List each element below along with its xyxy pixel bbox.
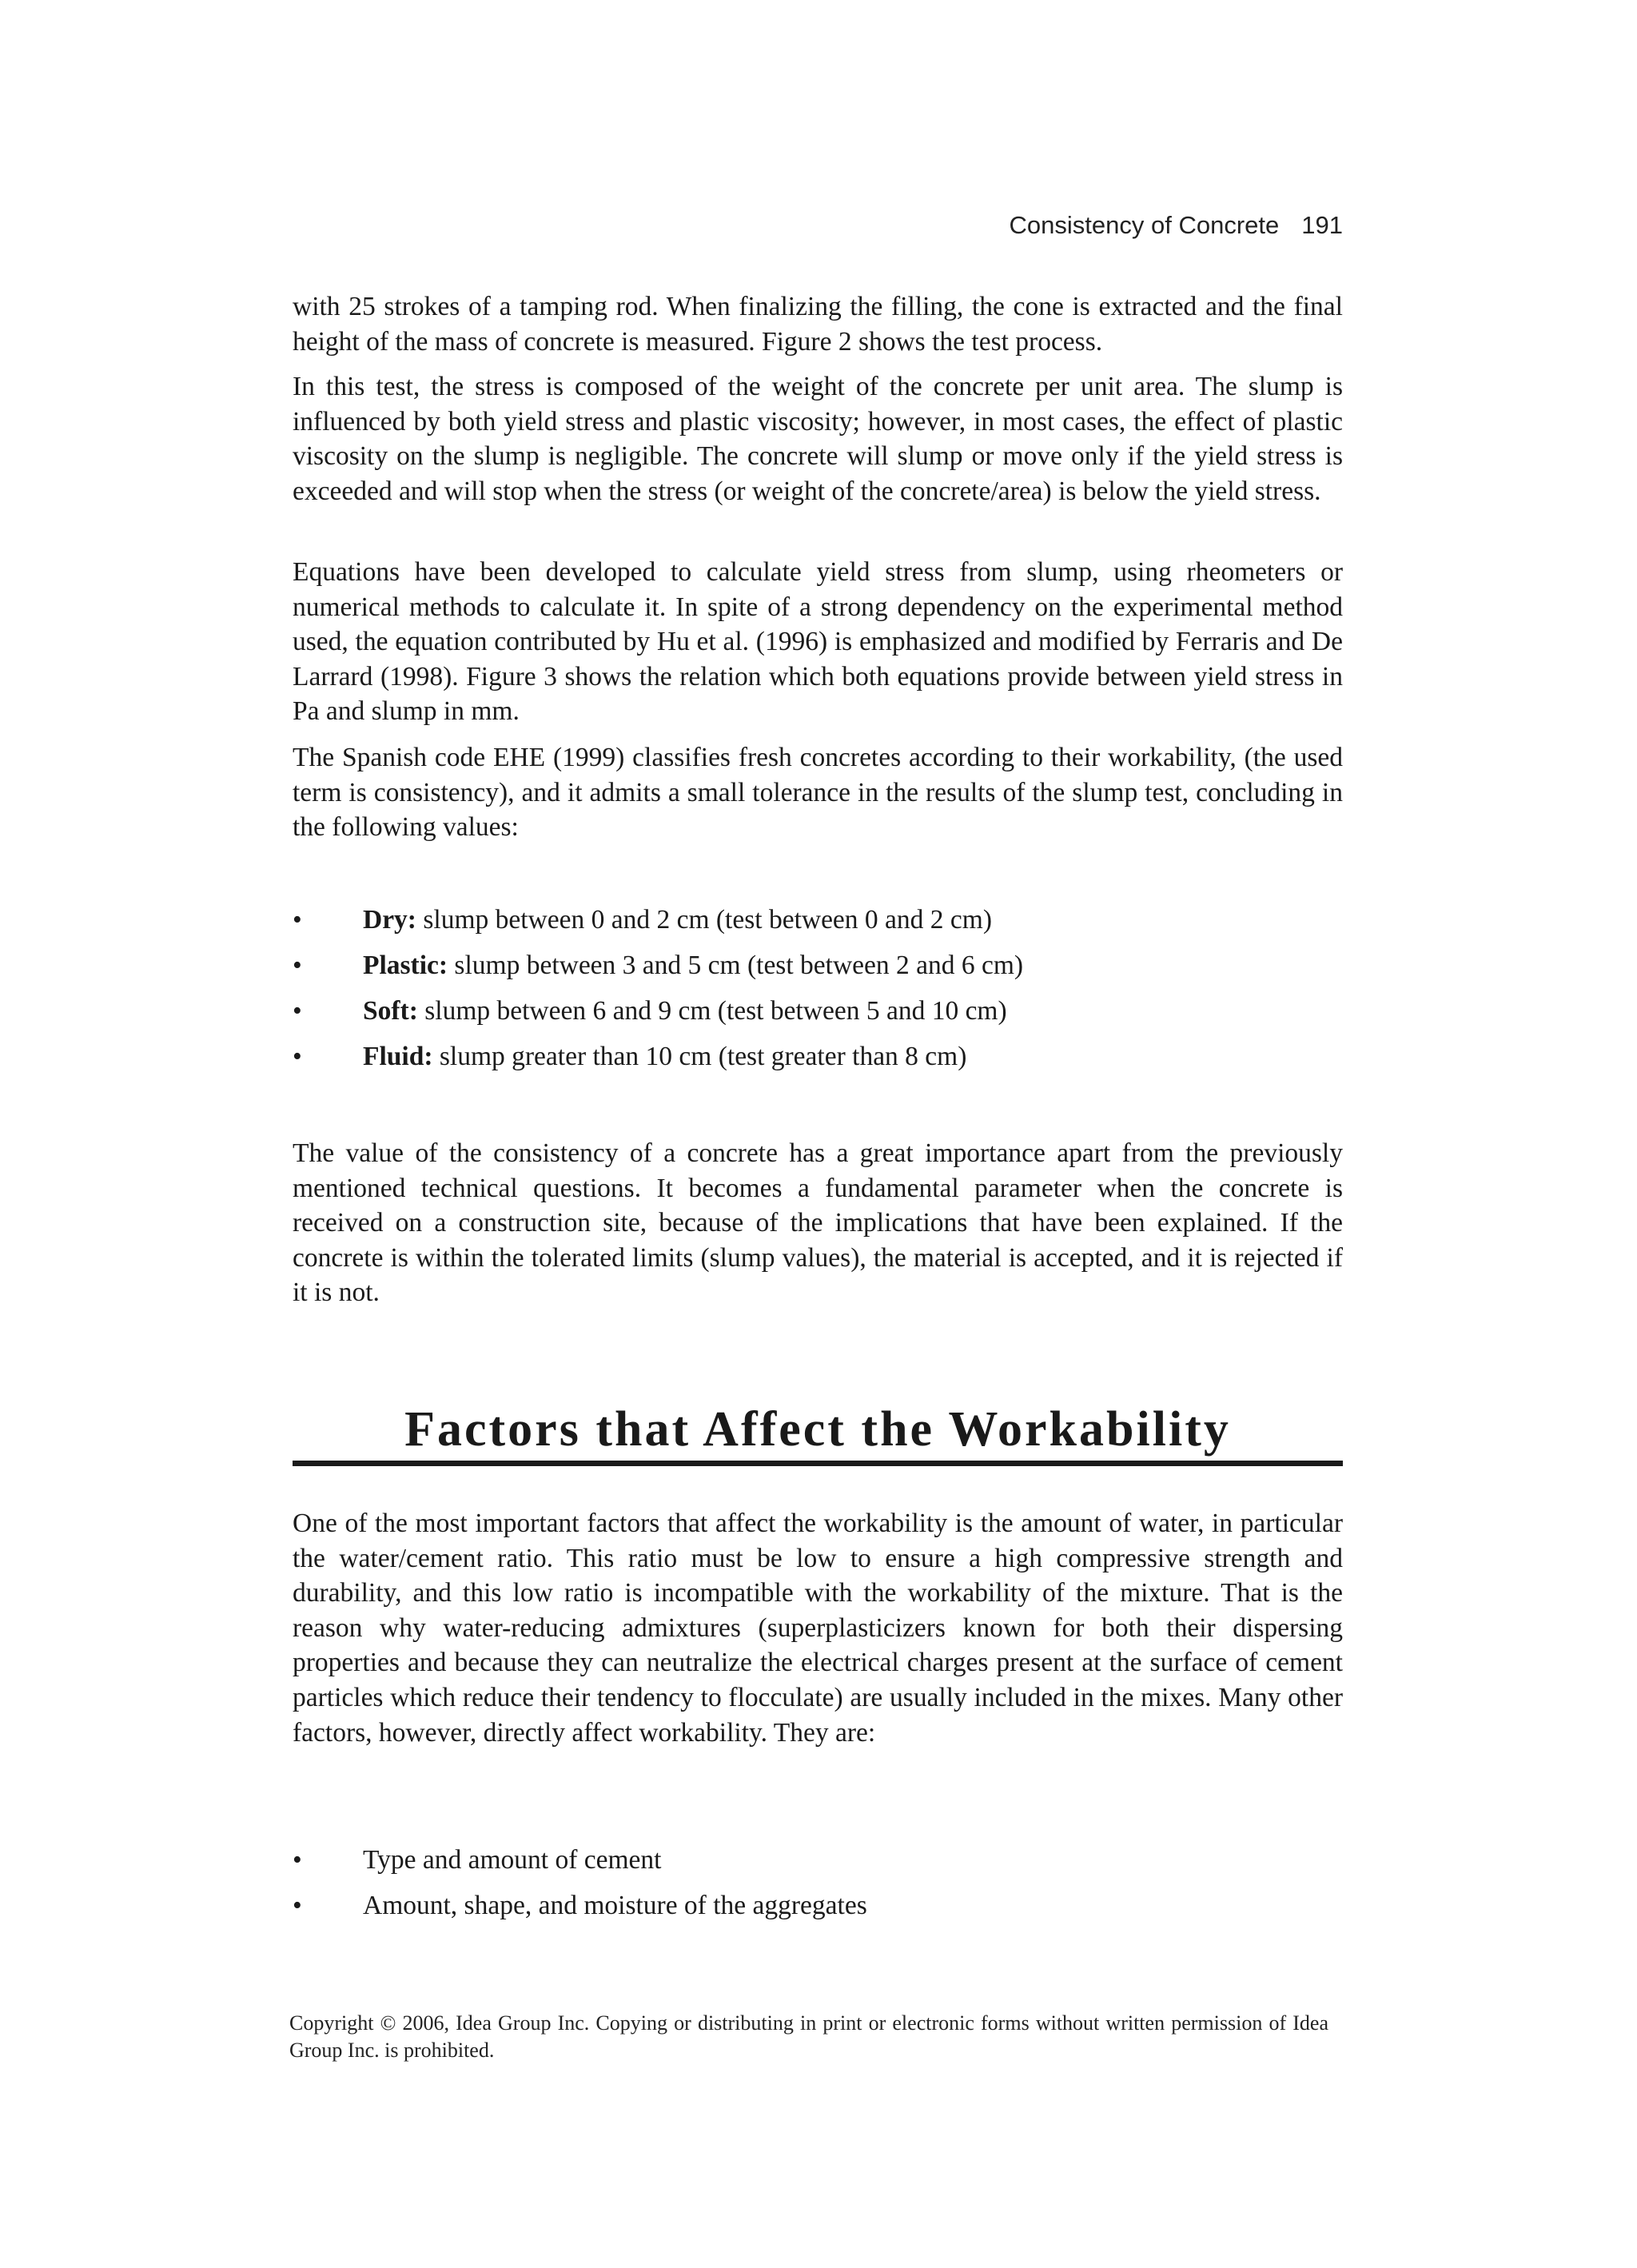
- paragraph-text: One of the most important factors that affect the workability is the amount of water, in particular the water/cement ratio. This ratio must be low to ensure a high compressive strength and durability, and this low ratio is incompatible with the workability of the mixture. That is the reason why water-reducing admixtures (superplasticizers known for both their dispersing properties and because they can neutralize the electrical charges present at the surface of cement particles which reduce their tendency to flocculate) are usually included in the mixes. Many other factors, however, directly affect workability. They are:: [293, 1509, 1343, 1748]
- running-header: [293, 209, 1343, 241]
- consistency-classes-list: [293, 903, 1343, 1085]
- paragraph-text: In this test, the stress is composed of the weight of the concrete per unit area. The slump is influenced by both yield stress and plastic viscosity; however, in most cases, the effect of plastic viscosity on the slump is negligible. The concrete will slump or move only if the yield stress is exceeded and will stop when the stress (or weight of the concrete/area) is below the yield stress.: [293, 372, 1343, 506]
- list-item-text: slump between 6 and 9 cm (test between 5 and 10 cm): [417, 996, 1007, 1026]
- paragraph-text: with 25 strokes of a tamping rod. When finalizing the filling, the cone is extracted and the final height of the mass of concrete is measured. Figure 2 shows the test process.: [293, 292, 1343, 357]
- list-item-term: Soft:: [363, 996, 418, 1026]
- paragraph-text: Equations have been developed to calculate yield stress from slump, using rheometers or numerical methods to calculate it. In spite of a strong dependency on the experimental method used, the equation contributed by Hu et al. (1996) is emphasized and modified by Ferraris and De Larrard (1998). Figure 3 shows the relation which both equations provide between yield stress in Pa and slump in mm.: [293, 557, 1343, 727]
- list-item-text: slump between 0 and 2 cm (test between 0 and 2 cm): [416, 905, 993, 935]
- paragraph-1: [293, 289, 1343, 359]
- bullet-glyph: •: [293, 905, 302, 935]
- list-item: [293, 1039, 1343, 1085]
- running-title: Consistency of Concrete: [1009, 211, 1280, 239]
- list-item: [293, 903, 1343, 948]
- list-item-term: Dry:: [363, 905, 416, 935]
- paragraph-5: [293, 1136, 1343, 1310]
- section-underline: [293, 1461, 1343, 1466]
- list-item-text: slump greater than 10 cm (test greater than 8 cm): [432, 1042, 967, 1071]
- section-heading: Factors that Affect the Workability: [404, 1402, 1231, 1457]
- bullet-glyph: •: [293, 1042, 302, 1071]
- copyright-text: Copyright © 2006, Idea Group Inc. Copying or distributing in print or electronic forms without written permission of Idea Group Inc. is prohibited.: [289, 2011, 1328, 2062]
- bullet-glyph: •: [293, 951, 302, 980]
- bullet-glyph: •: [293, 1845, 302, 1875]
- list-item-term: Fluid:: [363, 1042, 433, 1071]
- list-item: [293, 1843, 1343, 1888]
- list-item: [293, 948, 1343, 994]
- workability-factors-list: [293, 1843, 1343, 1934]
- paragraph-2: [293, 369, 1343, 508]
- paragraph-6: [293, 1506, 1343, 1750]
- copyright-footer: [289, 2010, 1328, 2064]
- list-item-text: Type and amount of cement: [363, 1845, 662, 1875]
- paragraph-3: [293, 555, 1343, 729]
- list-item-text: slump between 3 and 5 cm (test between 2 and 6 cm): [448, 951, 1024, 980]
- bullet-glyph: •: [293, 1891, 302, 1920]
- list-item: [293, 994, 1343, 1039]
- list-item: [293, 1888, 1343, 1934]
- page-number: 191: [1301, 211, 1343, 239]
- list-item-term: Plastic:: [363, 951, 448, 980]
- bullet-glyph: •: [293, 996, 302, 1026]
- paragraph-text: The Spanish code EHE (1999) classifies fresh concretes according to their workability, (the used term is consistency), and it admits a small tolerance in the results of the slump test, concluding in the following values:: [293, 743, 1343, 843]
- list-item-text: Amount, shape, and moisture of the aggregates: [363, 1891, 867, 1920]
- paragraph-4: [293, 740, 1343, 845]
- paragraph-text: The value of the consistency of a concrete has a great importance apart from the previously mentioned technical questions. It becomes a fundamental parameter when the concrete is received on a construction site, because of the implications that have been explained. If the concrete is within the tolerated limits (slump values), the material is accepted, and it is rejected if it is not.: [293, 1138, 1343, 1308]
